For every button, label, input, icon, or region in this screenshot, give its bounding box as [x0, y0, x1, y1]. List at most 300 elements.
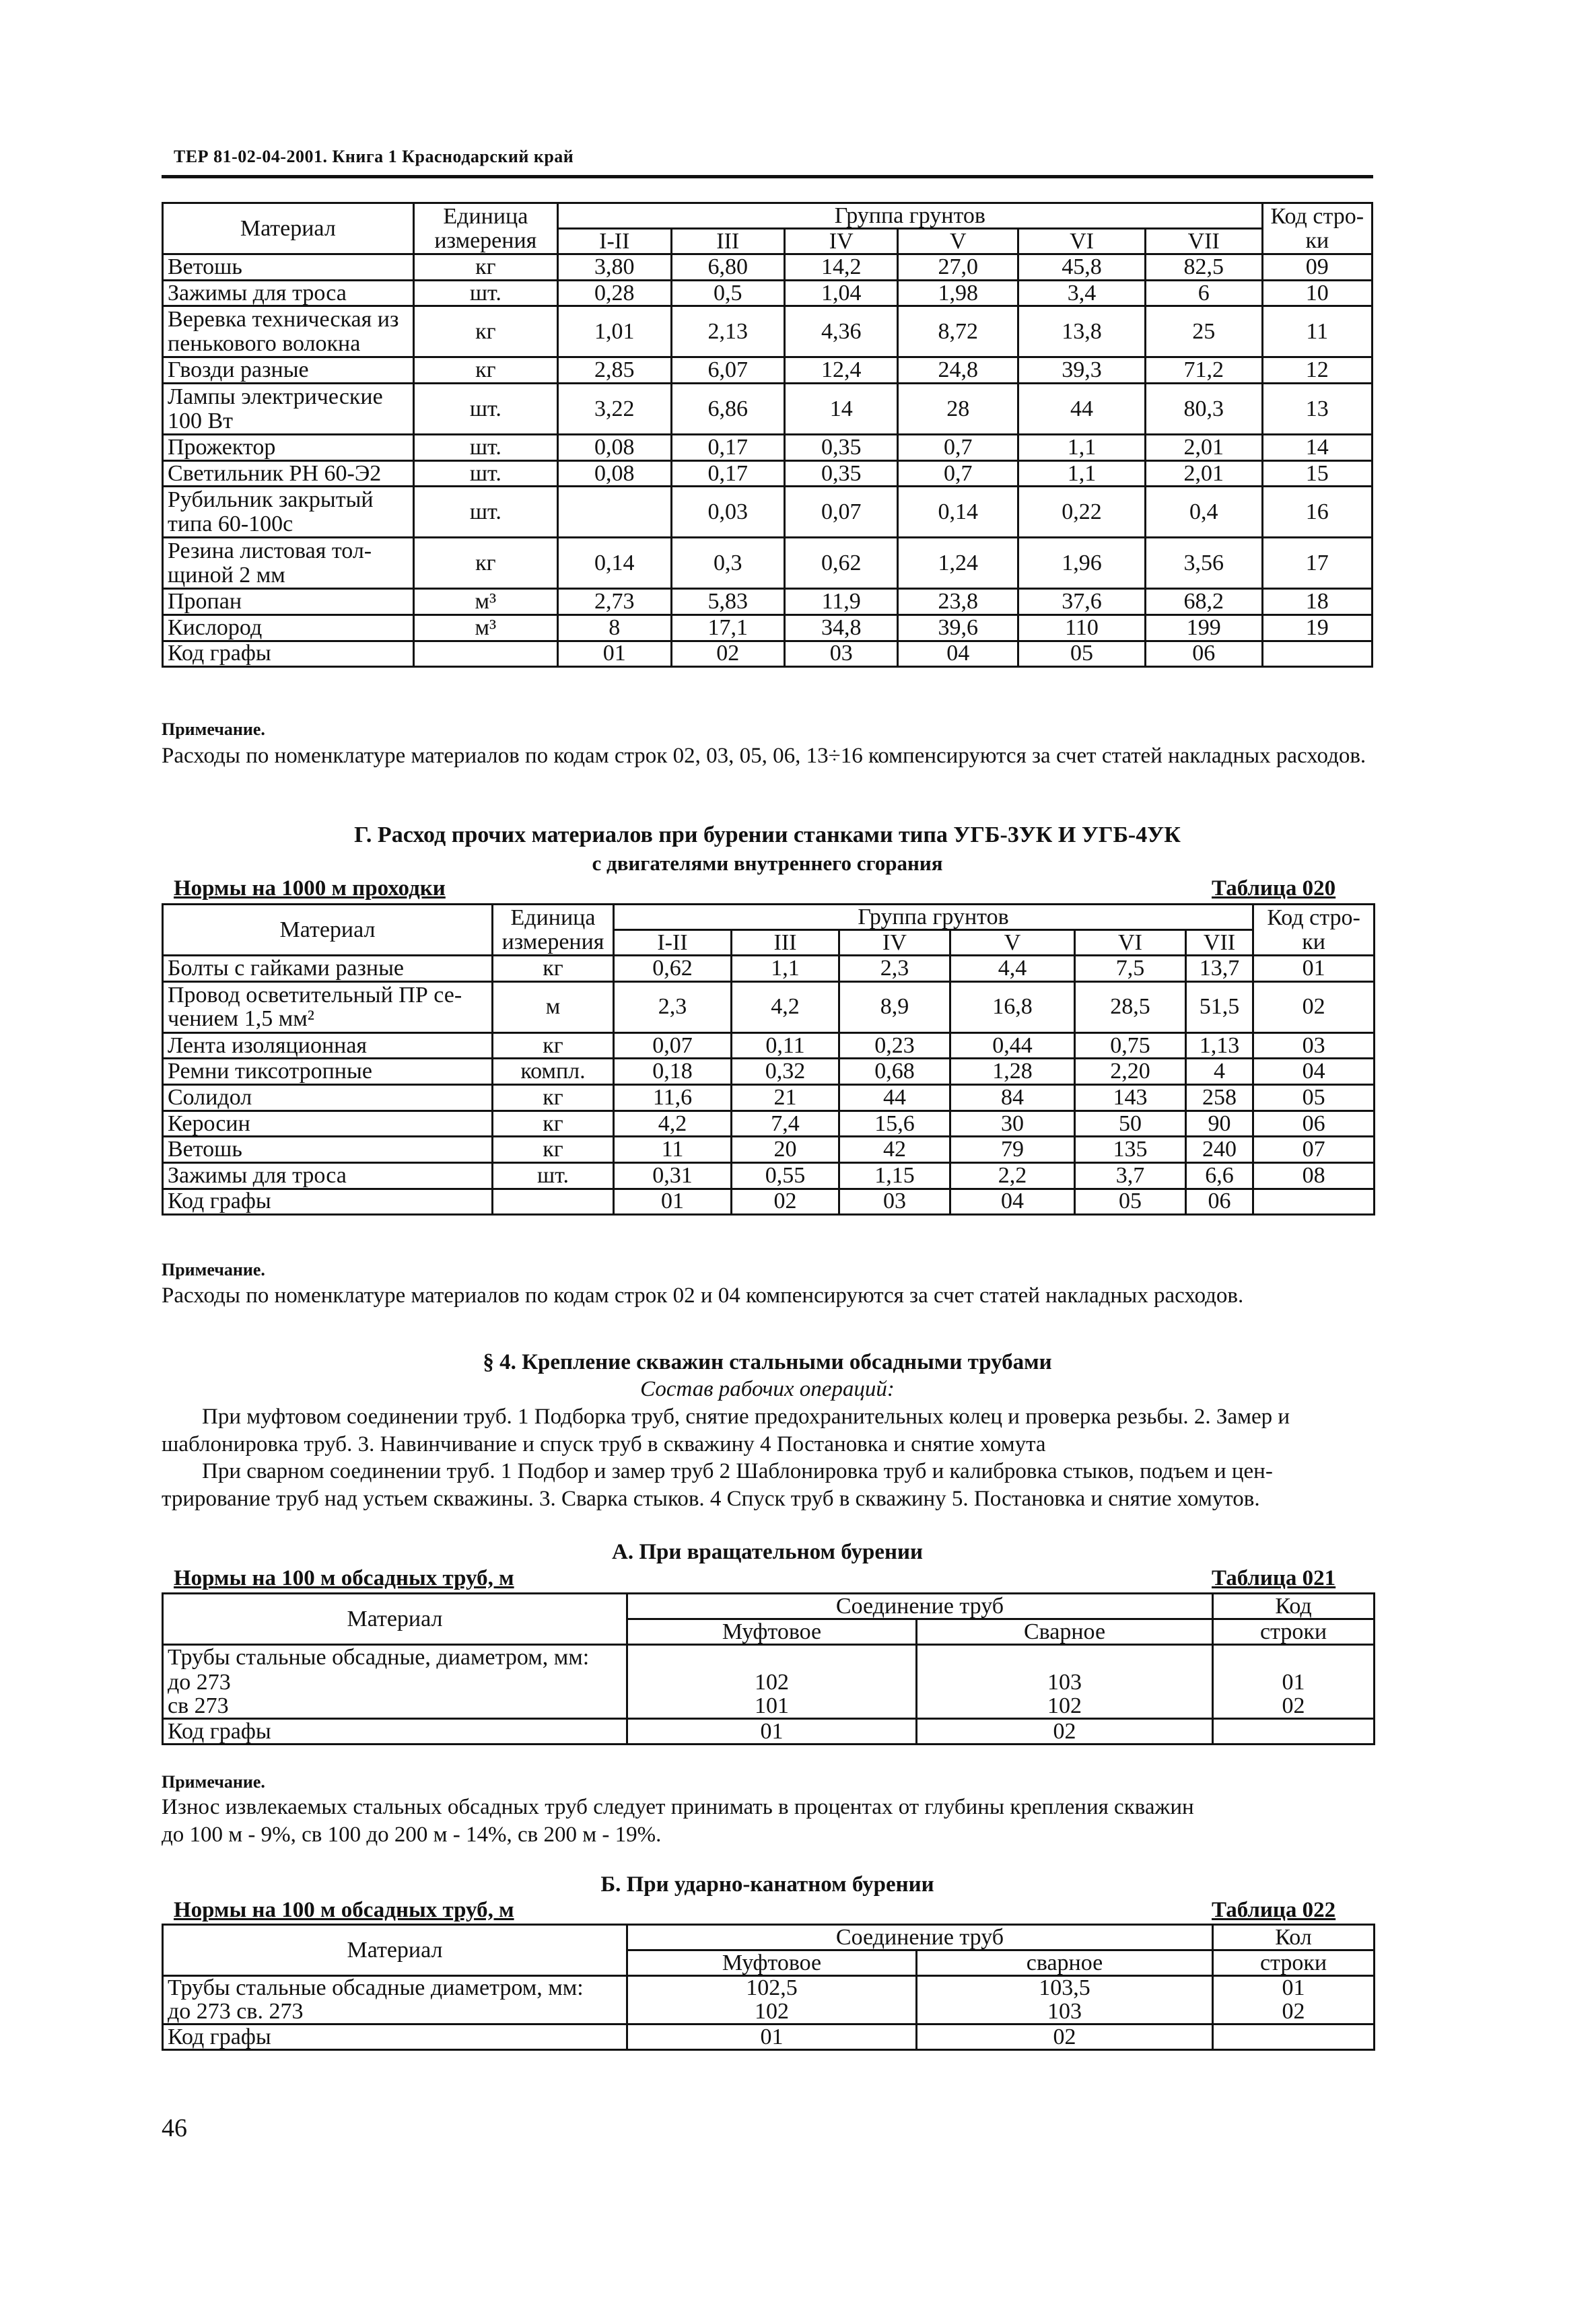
unit-cell: шт. — [413, 435, 557, 461]
section-b-table-number: Таблица 022 — [1212, 1898, 1336, 1922]
section-g-table-number: Таблица 020 — [1212, 876, 1336, 901]
value-cell: 8,9 — [839, 981, 950, 1032]
section-b-title: Б. При ударно-канатном бурении — [600, 1872, 934, 1897]
value-cell: 80,3 — [1145, 384, 1262, 435]
table-row — [163, 306, 1373, 357]
row-code-cell: 10 — [1262, 280, 1372, 306]
material-name-cell: Веревка техническая из пенькового волокна — [163, 306, 414, 357]
table-row — [163, 956, 1375, 982]
value-cell: 1,1 — [1018, 435, 1146, 461]
note-1-text: Расходы по номенклатуре материалов по кодам строк 02, 03, 05, 06, 13÷16 компенсируются за счет статей накладных расходов. — [162, 744, 1366, 768]
table-row — [163, 1163, 1375, 1189]
table-row — [163, 589, 1373, 615]
value-cell: 0,32 — [732, 1059, 839, 1085]
value-cell: 3,4 — [1018, 280, 1146, 306]
material-name-cell: Ветошь — [163, 254, 414, 281]
value-cell: 0,55 — [732, 1163, 839, 1189]
table-row — [163, 1976, 1375, 2000]
table-row — [163, 615, 1373, 641]
value-cell: 4,2 — [614, 1111, 732, 1137]
empty-cell — [493, 1189, 614, 1214]
material-name-cell: Лента изоляционная — [163, 1032, 493, 1059]
col-header-coupling: Муфтовое — [627, 1619, 917, 1645]
material-name-cell: Резина листовая тол-щиной 2 мм — [163, 538, 414, 589]
material-name-cell: Зажимы для троса — [163, 1163, 493, 1189]
soil-group-header: VI — [1075, 930, 1186, 956]
column-code-label: Код графы — [163, 641, 414, 666]
value-cell: 0,35 — [784, 460, 897, 487]
value-cell: 0,07 — [614, 1032, 732, 1059]
section-b-norms: Нормы на 100 м обсадных труб, м — [174, 1898, 514, 1922]
value-cell: 143 — [1075, 1085, 1186, 1111]
coupling-value-cell: 102 — [627, 1670, 917, 1695]
material-name-cell: Керосин — [163, 1111, 493, 1137]
soil-group-header: VII — [1186, 930, 1253, 956]
column-code-cell: 03 — [839, 1189, 950, 1214]
value-cell: 0,22 — [1018, 487, 1146, 538]
material-name-cell: Трубы стальные обсадные диаметром, мм: — [163, 1976, 627, 2000]
section-a-norms: Нормы на 100 м обсадных труб, м — [174, 1566, 514, 1590]
value-cell: 0,08 — [558, 435, 671, 461]
value-cell: 2,13 — [671, 306, 784, 357]
empty-cell — [1213, 2024, 1375, 2050]
value-cell: 1,1 — [1018, 460, 1146, 487]
value-cell: 1,13 — [1186, 1032, 1253, 1059]
value-cell: 20 — [732, 1137, 839, 1163]
soil-group-header: IV — [839, 930, 950, 956]
col-header-welded: сварное — [917, 1950, 1213, 1976]
column-code-cell: 06 — [1186, 1189, 1253, 1214]
material-name-cell: Болты с гайками разные — [163, 956, 493, 982]
value-cell: 0,07 — [784, 487, 897, 538]
column-code-row — [163, 2024, 1375, 2050]
value-cell: 6,86 — [671, 384, 784, 435]
value-cell: 4,2 — [732, 981, 839, 1032]
value-cell: 2,3 — [839, 956, 950, 982]
value-cell: 71,2 — [1145, 357, 1262, 384]
value-cell: 1,28 — [950, 1059, 1075, 1085]
materials-table-1 — [162, 202, 1373, 668]
col-header-row-code: Код стро-ки — [1262, 203, 1372, 254]
column-code-label: Код графы — [163, 1189, 493, 1214]
material-name-cell: Лампы электрические 100 Вт — [163, 384, 414, 435]
value-cell: 6,07 — [671, 357, 784, 384]
section-g-norms: Нормы на 1000 м проходки — [174, 876, 446, 901]
value-cell: 15,6 — [839, 1111, 950, 1137]
table-row — [163, 1032, 1375, 1059]
column-code-label: Код графы — [163, 1719, 627, 1745]
col-header-code-1: Кол — [1213, 1925, 1375, 1950]
section-g-subtitle: с двигателями внутреннего сгорания — [592, 851, 943, 875]
value-cell: 0,68 — [839, 1059, 950, 1085]
value-cell: 0,3 — [671, 538, 784, 589]
note-2-heading: Примечание. — [162, 1260, 265, 1279]
value-cell: 37,6 — [1018, 589, 1146, 615]
column-code-cell: 05 — [1075, 1189, 1186, 1214]
value-cell: 16,8 — [950, 981, 1075, 1032]
row-code-cell: 02 — [1213, 1695, 1375, 1719]
value-cell: 82,5 — [1145, 254, 1262, 281]
value-cell: 11,9 — [784, 589, 897, 615]
row-code-cell: 09 — [1262, 254, 1372, 281]
row-code-cell: 01 — [1213, 1670, 1375, 1695]
pipes-table-021 — [162, 1592, 1375, 1745]
soil-group-header: I-II — [558, 229, 671, 254]
row-code-cell: 05 — [1253, 1085, 1375, 1111]
row-code-cell: 11 — [1262, 306, 1372, 357]
row-code-cell: 15 — [1262, 460, 1372, 487]
material-name-cell: Ветошь — [163, 1137, 493, 1163]
value-cell: 0,11 — [732, 1032, 839, 1059]
value-cell: 30 — [950, 1111, 1075, 1137]
table-row — [163, 1695, 1375, 1719]
value-cell: 4,36 — [784, 306, 897, 357]
value-cell: 1,98 — [898, 280, 1018, 306]
material-name-cell: Светильник РН 60-Э2 — [163, 460, 414, 487]
empty-cell — [1262, 641, 1372, 666]
empty-cell — [413, 641, 557, 666]
table-row — [163, 1670, 1375, 1695]
unit-cell: кг — [493, 1085, 614, 1111]
value-cell: 2,20 — [1075, 1059, 1186, 1085]
value-cell: 110 — [1018, 615, 1146, 641]
table-row — [163, 460, 1373, 487]
material-name-cell: Гвозди разные — [163, 357, 414, 384]
unit-cell: кг — [493, 956, 614, 982]
soil-group-header: VI — [1018, 229, 1146, 254]
column-code-cell: 02 — [732, 1189, 839, 1214]
page-number: 46 — [162, 2114, 187, 2142]
row-code-cell: 12 — [1262, 357, 1372, 384]
soil-group-header: III — [732, 930, 839, 956]
column-code-row — [163, 641, 1373, 666]
value-cell: 1,96 — [1018, 538, 1146, 589]
value-cell: 3,56 — [1145, 538, 1262, 589]
col-header-welded: Сварное — [917, 1619, 1213, 1645]
value-cell: 1,15 — [839, 1163, 950, 1189]
table-row — [163, 357, 1373, 384]
column-code-row — [163, 1189, 1375, 1214]
unit-cell: кг — [413, 538, 557, 589]
soil-group-header: I-II — [614, 930, 732, 956]
value-cell: 13,7 — [1186, 956, 1253, 982]
soil-group-header: VII — [1145, 229, 1262, 254]
value-cell: 84 — [950, 1085, 1075, 1111]
material-name-cell: до 273 — [163, 1670, 627, 1695]
row-code-cell: 13 — [1262, 384, 1372, 435]
soil-group-header: III — [671, 229, 784, 254]
soil-group-header: V — [950, 930, 1075, 956]
unit-cell: шт. — [413, 280, 557, 306]
value-cell: 2,01 — [1145, 435, 1262, 461]
material-name-cell: Провод осветительный ПР се-чением 1,5 мм² — [163, 981, 493, 1032]
material-name-cell: Пропан — [163, 589, 414, 615]
note-1-heading: Примечание. — [162, 719, 265, 739]
welded-value-cell: 103,5 — [917, 1976, 1213, 2000]
empty-cell — [1213, 1719, 1375, 1745]
value-cell: 1,24 — [898, 538, 1018, 589]
col-header-soil-group: Группа грунтов — [614, 905, 1253, 930]
section-4-title: § 4. Крепление скважин стальными обсадными трубами — [483, 1350, 1052, 1374]
table-row — [163, 1111, 1375, 1137]
row-code-cell: 03 — [1253, 1032, 1375, 1059]
value-cell: 4 — [1186, 1059, 1253, 1085]
value-cell: 0,35 — [784, 435, 897, 461]
value-cell: 0,7 — [898, 460, 1018, 487]
value-cell: 23,8 — [898, 589, 1018, 615]
value-cell: 17,1 — [671, 615, 784, 641]
value-cell: 0,7 — [898, 435, 1018, 461]
value-cell: 90 — [1186, 1111, 1253, 1137]
table-row — [163, 2000, 1375, 2024]
col-header-code-2: строки — [1213, 1619, 1375, 1645]
unit-cell: кг — [493, 1111, 614, 1137]
value-cell: 14,2 — [784, 254, 897, 281]
coupling-value-cell: 102,5 — [627, 1976, 917, 2000]
value-cell: 7,4 — [732, 1111, 839, 1137]
value-cell: 28 — [898, 384, 1018, 435]
note-2-text: Расходы по номенклатуре материалов по кодам строк 02 и 04 компенсируются за счет статей накладных расходов. — [162, 1283, 1244, 1308]
col-header-soil-group: Группа грунтов — [558, 203, 1263, 229]
value-cell: 0,62 — [614, 956, 732, 982]
pipes-table-022 — [162, 1924, 1375, 2051]
row-code-cell: 01 — [1253, 956, 1375, 982]
unit-cell: кг — [493, 1032, 614, 1059]
value-cell: 3,80 — [558, 254, 671, 281]
table-row — [163, 981, 1375, 1032]
section-g-title: Г. Расход прочих материалов при бурении станками типа УГБ-3УК И УГБ-4УК — [354, 822, 1181, 847]
value-cell: 0,31 — [614, 1163, 732, 1189]
row-code-cell: 02 — [1253, 981, 1375, 1032]
value-cell: 45,8 — [1018, 254, 1146, 281]
value-cell: 79 — [950, 1137, 1075, 1163]
col-header-material: Материал — [163, 1594, 627, 1645]
table-row — [163, 280, 1373, 306]
section-4-paragraph-1: При муфтовом соединении труб. 1 Подборка труб, снятие предохранительных колец и проверка резьбы. 2. Замер и шаблонировка труб. 3. Навинчивание и спуск труб в скважину 4 Постановка и снятие хомута — [162, 1405, 1290, 1456]
material-name-cell: до 273 св. 273 — [163, 2000, 627, 2024]
value-cell: 44 — [839, 1085, 950, 1111]
column-code-cell: 01 — [614, 1189, 732, 1214]
value-cell: 1,04 — [784, 280, 897, 306]
coupling-value-cell: 102 — [627, 2000, 917, 2024]
empty-cell — [1253, 1189, 1375, 1214]
value-cell: 8 — [558, 615, 671, 641]
row-code-cell: 06 — [1253, 1111, 1375, 1137]
table-row — [163, 538, 1373, 589]
column-code-cell: 02 — [671, 641, 784, 666]
unit-cell: м³ — [413, 589, 557, 615]
value-cell: 11,6 — [614, 1085, 732, 1111]
section-4-subtitle: Состав рабочих операций: — [640, 1377, 895, 1401]
col-header-unit: Единица измерения — [413, 203, 557, 254]
col-header-coupling: Муфтовое — [627, 1950, 917, 1976]
header-rule — [162, 175, 1373, 178]
running-header: ТЕР 81-02-04-2001. Книга 1 Краснодарский край — [174, 147, 574, 166]
value-cell: 0,28 — [558, 280, 671, 306]
welded-value-cell: 103 — [917, 1670, 1213, 1695]
unit-cell: м³ — [413, 615, 557, 641]
unit-cell: кг — [413, 306, 557, 357]
value-cell: 39,6 — [898, 615, 1018, 641]
materials-table-2 — [162, 903, 1375, 1216]
column-code-row — [163, 1719, 1375, 1745]
value-cell: 68,2 — [1145, 589, 1262, 615]
section-a-title: А. При вращательном бурении — [611, 1540, 924, 1564]
column-code-cell: 01 — [627, 1719, 917, 1745]
value-cell: 0,17 — [671, 435, 784, 461]
column-code-cell: 03 — [784, 641, 897, 666]
table-row — [163, 384, 1373, 435]
value-cell: 2,2 — [950, 1163, 1075, 1189]
material-name-cell: Прожектор — [163, 435, 414, 461]
value-cell: 0,08 — [558, 460, 671, 487]
col-header-pipe-joint: Соединение труб — [627, 1594, 1213, 1619]
value-cell: 0,17 — [671, 460, 784, 487]
column-code-cell: 05 — [1018, 641, 1146, 666]
column-code-cell: 02 — [917, 2024, 1213, 2050]
value-cell: 8,72 — [898, 306, 1018, 357]
value-cell: 28,5 — [1075, 981, 1186, 1032]
value-cell: 0,03 — [671, 487, 784, 538]
value-cell: 4,4 — [950, 956, 1075, 982]
column-code-cell: 01 — [558, 641, 671, 666]
value-cell: 0,4 — [1145, 487, 1262, 538]
material-name-cell: Рубильник закрытый типа 60-100с — [163, 487, 414, 538]
value-cell: 6,80 — [671, 254, 784, 281]
unit-cell: компл. — [493, 1059, 614, 1085]
unit-cell: шт. — [413, 460, 557, 487]
value-cell: 240 — [1186, 1137, 1253, 1163]
section-a-table-number: Таблица 021 — [1212, 1566, 1336, 1590]
material-name-cell: св 273 — [163, 1695, 627, 1719]
col-header-pipe-joint: Соединение труб — [627, 1925, 1213, 1950]
row-code-cell: 04 — [1253, 1059, 1375, 1085]
value-cell: 12,4 — [784, 357, 897, 384]
material-name-cell: Солидол — [163, 1085, 493, 1111]
material-name-cell: Ремни тиксотропные — [163, 1059, 493, 1085]
table-row — [163, 435, 1373, 461]
note-3-text-2: до 100 м - 9%, св 100 до 200 м - 14%, св 200 м - 19%. — [162, 1823, 662, 1847]
pipes-row-heading: Трубы стальные обсадные, диаметром, мм: — [163, 1645, 627, 1670]
value-cell: 0,23 — [839, 1032, 950, 1059]
col-header-code-2: строки — [1213, 1950, 1375, 1976]
value-cell: 0,5 — [671, 280, 784, 306]
row-code-cell: 14 — [1262, 435, 1372, 461]
value-cell: 25 — [1145, 306, 1262, 357]
soil-group-header: IV — [784, 229, 897, 254]
value-cell: 11 — [614, 1137, 732, 1163]
table-row — [163, 487, 1373, 538]
unit-cell: шт. — [493, 1163, 614, 1189]
row-code-cell: 02 — [1213, 2000, 1375, 2024]
value-cell: 27,0 — [898, 254, 1018, 281]
material-name-cell: Зажимы для троса — [163, 280, 414, 306]
welded-value-cell: 102 — [917, 1695, 1213, 1719]
value-cell: 51,5 — [1186, 981, 1253, 1032]
unit-cell: кг — [413, 357, 557, 384]
row-code-cell: 16 — [1262, 487, 1372, 538]
col-header-row-code: Код стро-ки — [1253, 905, 1375, 956]
section-4-paragraph-2: При сварном соединении труб. 1 Подбор и замер труб 2 Шаблонировка труб и калибровка стыков, подъем и цен-трирование труб над устьем скважины. 3. Сварка стыков. 4 Спуск труб в скважину 5. Постановка и снятие хомутов. — [162, 1459, 1273, 1511]
value-cell: 6 — [1145, 280, 1262, 306]
value-cell: 14 — [784, 384, 897, 435]
coupling-value-cell: 101 — [627, 1695, 917, 1719]
value-cell: 21 — [732, 1085, 839, 1111]
value-cell: 135 — [1075, 1137, 1186, 1163]
row-code-cell: 08 — [1253, 1163, 1375, 1189]
column-code-cell: 06 — [1145, 641, 1262, 666]
col-header-material: Материал — [163, 203, 414, 254]
value-cell: 0,14 — [898, 487, 1018, 538]
row-code-cell: 07 — [1253, 1137, 1375, 1163]
table-row — [163, 1085, 1375, 1111]
table-row — [163, 1059, 1375, 1085]
value-cell: 2,73 — [558, 589, 671, 615]
value-cell: 2,3 — [614, 981, 732, 1032]
soil-group-header: V — [898, 229, 1018, 254]
note-3-text-1: Износ извлекаемых стальных обсадных труб следует принимать в процентах от глубины крепления скважин — [162, 1795, 1194, 1819]
col-header-unit: Единица измерения — [493, 905, 614, 956]
unit-cell: кг — [413, 254, 557, 281]
value-cell: 42 — [839, 1137, 950, 1163]
value-cell — [558, 487, 671, 538]
value-cell: 2,85 — [558, 357, 671, 384]
col-header-material: Материал — [163, 1925, 627, 1976]
value-cell: 1,01 — [558, 306, 671, 357]
note-3-heading: Примечание. — [162, 1772, 265, 1792]
value-cell: 0,75 — [1075, 1032, 1186, 1059]
col-header-material: Материал — [163, 905, 493, 956]
material-name-cell: Кислород — [163, 615, 414, 641]
value-cell: 258 — [1186, 1085, 1253, 1111]
unit-cell: м — [493, 981, 614, 1032]
column-code-cell: 04 — [898, 641, 1018, 666]
value-cell: 0,18 — [614, 1059, 732, 1085]
value-cell: 50 — [1075, 1111, 1186, 1137]
unit-cell: кг — [493, 1137, 614, 1163]
value-cell: 7,5 — [1075, 956, 1186, 982]
value-cell: 3,22 — [558, 384, 671, 435]
value-cell: 3,7 — [1075, 1163, 1186, 1189]
value-cell: 1,1 — [732, 956, 839, 982]
value-cell: 2,01 — [1145, 460, 1262, 487]
column-code-label: Код графы — [163, 2024, 627, 2050]
value-cell: 13,8 — [1018, 306, 1146, 357]
row-code-cell: 17 — [1262, 538, 1372, 589]
table-row — [163, 254, 1373, 281]
value-cell: 34,8 — [784, 615, 897, 641]
value-cell: 39,3 — [1018, 357, 1146, 384]
row-code-cell: 01 — [1213, 1976, 1375, 2000]
unit-cell: шт. — [413, 487, 557, 538]
value-cell: 0,14 — [558, 538, 671, 589]
value-cell: 24,8 — [898, 357, 1018, 384]
welded-value-cell: 103 — [917, 2000, 1213, 2024]
row-code-cell: 18 — [1262, 589, 1372, 615]
value-cell: 6,6 — [1186, 1163, 1253, 1189]
value-cell: 0,44 — [950, 1032, 1075, 1059]
table-row — [163, 1137, 1375, 1163]
value-cell: 199 — [1145, 615, 1262, 641]
value-cell: 44 — [1018, 384, 1146, 435]
value-cell: 0,62 — [784, 538, 897, 589]
column-code-cell: 02 — [917, 1719, 1213, 1745]
column-code-cell: 04 — [950, 1189, 1075, 1214]
unit-cell: шт. — [413, 384, 557, 435]
value-cell: 5,83 — [671, 589, 784, 615]
col-header-code-1: Код — [1213, 1594, 1375, 1619]
row-code-cell: 19 — [1262, 615, 1372, 641]
